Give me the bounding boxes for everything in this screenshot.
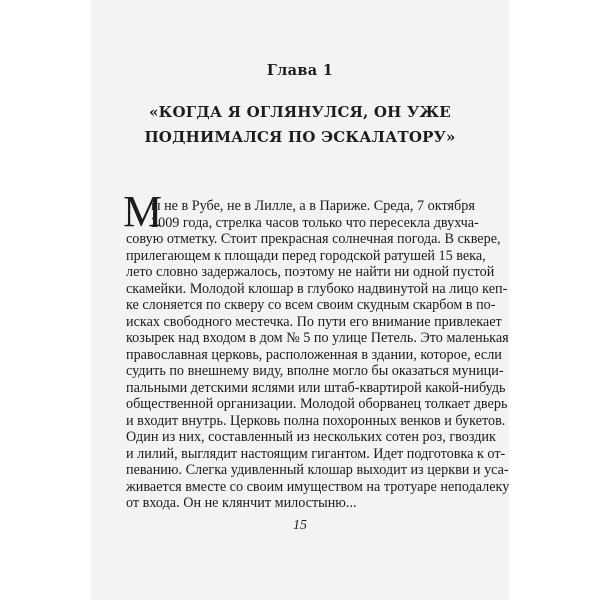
drop-cap: М (123, 187, 163, 236)
text-line: пальными детскими яслями или штаб-квартирой какой-нибудь (126, 379, 506, 396)
page-number: 15 (293, 518, 307, 533)
text-line: совую отметку. Стоит прекрасная солнечная погода. В сквере, (126, 231, 501, 247)
text-line: живается вместе со своим имуществом на тротуаре неподалеку (126, 478, 510, 495)
text-line: судить по внешнему виду, вполне могло бы оказаться муници- (126, 363, 504, 379)
text-line: и лилий, выглядит настоящим гигантом. Идет подготовка к от- (126, 445, 506, 462)
text-line: православная церковь, расположенная в здании, которое, если (126, 346, 502, 363)
text-line: общественной организации. Молодой оборванец толкает дверь (126, 396, 508, 412)
text-line: от входа. Он не клянчит милостыню... (126, 495, 357, 511)
text-line: и входит внутрь. Церковь полна похоронных венков и букетов. (126, 412, 506, 429)
text-line: ы не в Рубе, не в Лилле, а в Париже. Среда, 7 октября (151, 198, 475, 214)
text-line: ке слоняется по скверу со всем своим скудным скарбом в по- (126, 297, 496, 313)
text-line: лето словно задержалось, поэтому не найти ни одной пустой (126, 264, 495, 280)
text-line: прилегающем к площади перед городской ратушей 15 века, (126, 247, 486, 264)
chapter-heading: Глава 1 (266, 62, 334, 79)
chapter-title (91, 100, 509, 150)
chapter-title-line: «КОГДА Я ОГЛЯНУЛСЯ, ОН УЖЕ (149, 103, 451, 121)
text-line: козырек над входом в дом № 5 по улице Петель. Это маленькая (126, 330, 509, 346)
book-page (91, 0, 509, 600)
text-line: скамейки. Молодой клошар в глубоко надвинутой на лицо кеп- (126, 280, 508, 297)
body-text (123, 187, 510, 512)
chapter-title-line: ПОДНИМАЛСЯ ПО ЭСКАЛАТОРУ» (144, 128, 456, 146)
text-line: 2009 года, стрелка часов только что пересекла двухча- (151, 214, 479, 231)
text-line: исках свободного местечка. По пути его внимание привлекает (126, 313, 502, 330)
text-line: Один из них, составленный из нескольких сотен роз, гвоздик (126, 429, 496, 445)
text-line: певанию. Слегка удивленный клошар выходит из церкви и уса- (126, 462, 509, 478)
